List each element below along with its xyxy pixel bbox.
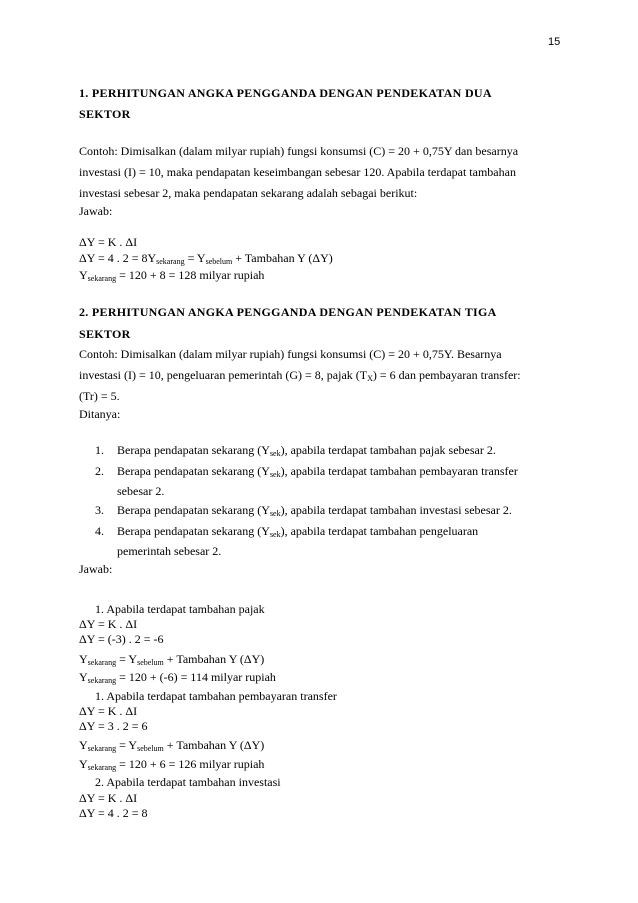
answer-eq: ΔY = 4 . 2 = 8: [79, 806, 148, 820]
answer-eq: ΔY = 3 . 2 = 6: [79, 719, 148, 733]
question-item: 4. Berapa pendapatan sekarang $(Y_{sek})$, apabila terdapat tambahan pengeluaran: [95, 524, 479, 539]
section2-para: Contoh: Dimisalkan (dalam milyar rupiah) fungsi konsumsi (C) = 20 + 0,75Y. Besarnya: [79, 347, 502, 361]
answer-eq: $Y_{sekarang} = Y_{sebelum}$ + Tambahan Y (ΔY): [79, 652, 265, 667]
section2-para: investasi (I) = 10, pengeluaran pemerintah (G) = 8, pajak $(T_X) = 6$ dan pembayaran transfer:: [79, 368, 521, 383]
answer-eq: ΔY = K . ΔI: [79, 617, 138, 631]
question-item-cont: sebesar 2.: [117, 484, 165, 498]
answer-eq: ΔY = K . ΔI: [79, 704, 138, 718]
section2-heading-cont: SEKTOR: [79, 327, 131, 341]
section1-eq1: ΔY = K . ΔI: [79, 235, 138, 249]
answer-result: $Y_{sekarang} = 120 + 6 = 126$ milyar rupiah: [79, 757, 265, 772]
question-item: 3. Berapa pendapatan sekarang $(Y_{sek})$, apabila terdapat tambahan investasi sebesar 2.: [95, 503, 512, 518]
section1-jawab: Jawab:: [79, 204, 113, 218]
section2-ditanya: Ditanya:: [79, 407, 121, 421]
section1-para: investasi sebesar 2, maka pendapatan sekarang adalah sebagai berikut:: [79, 186, 418, 200]
section1-eq2: ΔY = 4 . $2 = 8Y_{sekarang} = Y_{sebelum}$ + Tambahan Y (ΔY): [79, 251, 333, 266]
question-item: 1. Berapa pendapatan sekarang $(Y_{sek})$, apabila terdapat tambahan pajak sebesar 2.: [95, 443, 496, 458]
answer-eq: ΔY = K . ΔI: [79, 791, 138, 805]
answer-result: $Y_{sekarang} = 120 + (-6) = 114$ milyar rupiah: [79, 670, 276, 685]
section1-heading: 1. PERHITUNGAN ANGKA PENGGANDA DENGAN PENDEKATAN DUA: [79, 86, 492, 100]
section2-para: (Tr) = 5.: [79, 389, 120, 403]
section1-eq3: $Y_{sekarang} = 120 + 8 = 128$ milyar rupiah: [79, 268, 265, 283]
answer-title: 1. Apabila terdapat tambahan pembayaran transfer: [95, 689, 337, 703]
answer-eq: ΔY = (-3) . 2 = -6: [79, 632, 164, 646]
section1-heading-cont: SEKTOR: [79, 107, 131, 121]
section1-para: Contoh: Dimisalkan (dalam milyar rupiah) fungsi konsumsi (C) = 20 + 0,75Y dan besarnya: [79, 144, 519, 158]
question-item-cont: pemerintah sebesar 2.: [117, 544, 222, 558]
question-item: 2. Berapa pendapatan sekarang $(Y_{sek})$, apabila terdapat tambahan pembayaran transfer: [95, 464, 518, 479]
page-number: 15: [548, 36, 561, 48]
answer-eq: $Y_{sekarang} = Y_{sebelum}$ + Tambahan Y (ΔY): [79, 738, 265, 753]
section2-heading: 2. PERHITUNGAN ANGKA PENGGANDA DENGAN PENDEKATAN TIGA: [79, 305, 497, 319]
answer-title: 2. Apabila terdapat tambahan investasi: [95, 775, 281, 789]
section2-jawab: Jawab:: [79, 562, 113, 576]
answer-title: 1. Apabila terdapat tambahan pajak: [95, 602, 265, 616]
section1-para: investasi (I) = 10, maka pendapatan keseimbangan sebesar 120. Apabila terdapat tambahan: [79, 165, 516, 179]
